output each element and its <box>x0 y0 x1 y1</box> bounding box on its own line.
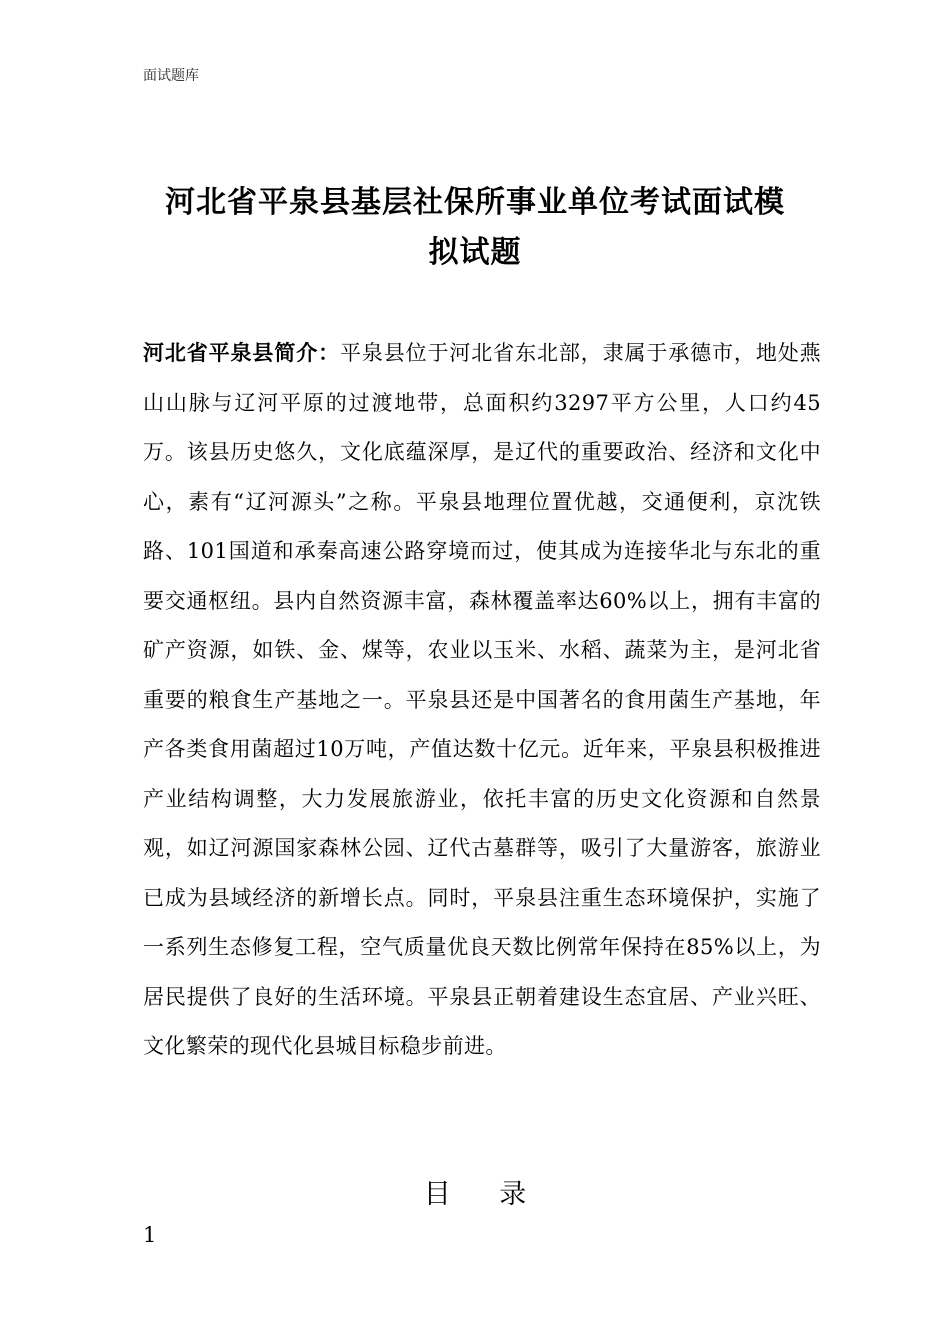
page-number: 1 <box>143 1223 157 1247</box>
intro-paragraph <box>143 329 821 1072</box>
page-header: 面试题库 <box>143 68 199 84</box>
document-title-line-1: 河北省平泉县基层社保所事业单位考试面试模 <box>165 185 785 220</box>
document-title <box>110 178 840 278</box>
document-title-line-2: 拟试题 <box>428 235 522 270</box>
intro-label: 河北省平泉县简介： <box>143 341 340 365</box>
intro-body: 平泉县位于河北省东北部，隶属于承德市，地处燕山山脉与辽河平原的过渡地带，总面积约3297平方公里，人口约45万。该县历史悠久，文化底蕴深厚，是辽代的重要政治、经济和文化中心，素有“辽河源头”之称。平泉县地理位置优越，交通便利，京沈铁路、101国道和承秦高速公路穿境而过，使其成为连接华北与东北的重要交通枢纽。县内自然资源丰富，森林覆盖率达60%以上，拥有丰富的矿产资源，如铁、金、煤等，农业以玉米、水稻、蔬菜为主，是河北省重要的粮食生产基地之一。平泉县还是中国著名的食用菌生产基地，年产各类食用菌超过10万吨，产值达数十亿元。近年来，平泉县积极推进产业结构调整，大力发展旅游业，依托丰富的历史文化资源和自然景观，如辽河源国家森林公园、辽代古墓群等，吸引了大量游客，旅游业已成为县域经济的新增长点。同时，平泉县注重生态环境保护，实施了一系列生态修复工程，空气质量优良天数比例常年保持在85%以上，为居民提供了良好的生活环境。平泉县正朝着建设生态宜居、产业兴旺、文化繁荣的现代化县城目标稳步前进。 <box>143 341 821 1058</box>
toc-heading: 目 录 <box>423 1179 527 1210</box>
